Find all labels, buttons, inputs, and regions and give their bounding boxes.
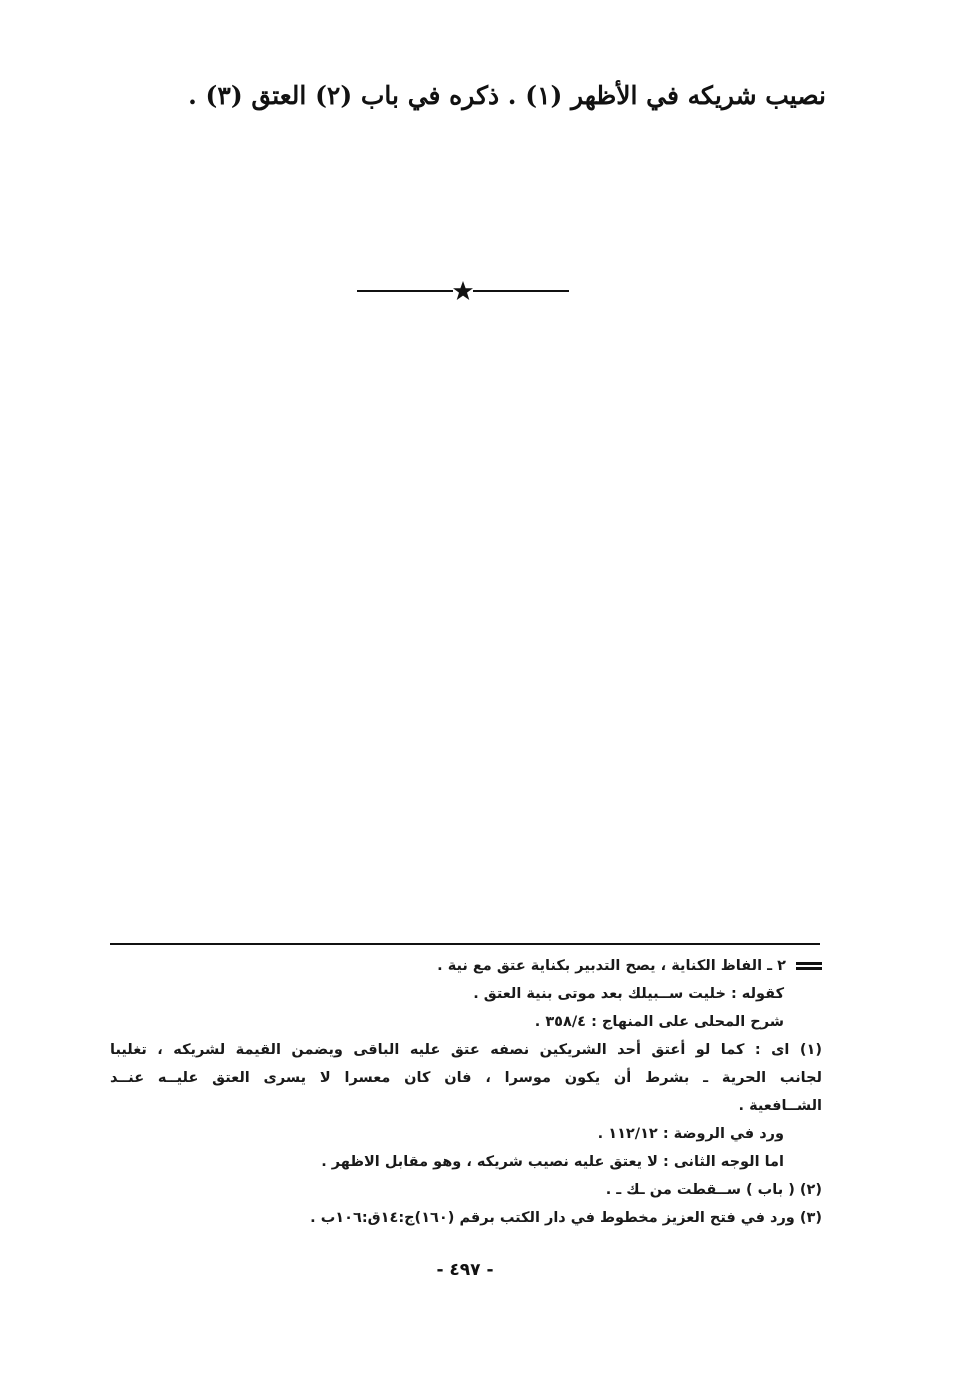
footnote-line: (٢) ( باب ) ســقطت من ـك ـ . bbox=[605, 1182, 822, 1198]
footnote-marker bbox=[796, 962, 822, 970]
footnote-separator bbox=[110, 943, 820, 945]
footnote-line: كقوله : خليت ســبيلك بعد موتى بنية العتق . bbox=[473, 986, 784, 1002]
footnote-line: (١) اى : كما لو أعتق أحد الشريكين نصفه عتق عليه الباقى ويضمن القيمة لشريكه ، تغليبا bbox=[110, 1042, 822, 1058]
footnote-line: شرح المحلى على المنهاج : ٣٥٨/٤ . bbox=[534, 1014, 784, 1030]
footnotes-block bbox=[110, 952, 822, 1232]
page-number: - ٤٩٧ - bbox=[436, 1260, 494, 1280]
footnote-line: الشــافعية . bbox=[738, 1098, 822, 1114]
footnote-line bbox=[110, 952, 822, 980]
footnote-line: لجانب الحرية ـ بشرط أن يكون موسرا ، فان كان معسرا لا يسرى العتق عليــه عنــد bbox=[110, 1070, 822, 1086]
footnote-text: ٢ ـ الفاظ الكناية ، يصح التدبير بكناية عتق مع نية . bbox=[437, 958, 786, 974]
footnote-line: ورد في الروضة : ١١٢/١٢ . bbox=[597, 1126, 784, 1142]
footnote-line: اما الوجه الثانى : لا يعتق عليه نصيب شريكه ، وهو مقابل الاظهر . bbox=[321, 1154, 784, 1170]
body-text-line: نصيب شريكه في الأظهر (١) . ذكره في باب (٢) العتق (٣) . bbox=[188, 81, 826, 110]
section-divider-ornament bbox=[357, 280, 569, 302]
footnote-line: (٣) ورد في فتح العزيز مخطوط في دار الكتب برقم (١٦٠)ج:١٤ق:١٠٦ب . bbox=[310, 1210, 822, 1226]
